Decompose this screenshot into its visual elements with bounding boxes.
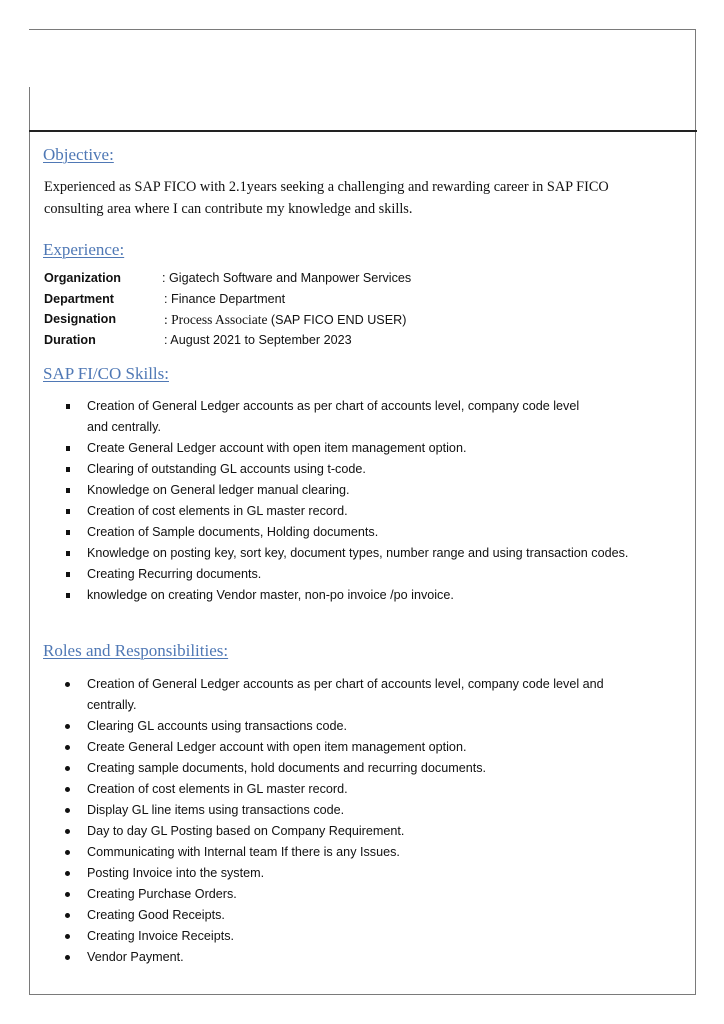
list-item: Vendor Payment.	[66, 947, 604, 968]
square-bullet-icon	[66, 488, 70, 493]
designation-role: (SAP FICO END USER)	[270, 313, 407, 327]
list-item: Communicating with Internal team If there is any Issues.	[66, 842, 604, 863]
experience-value	[164, 312, 406, 328]
skills-heading: SAP FI/CO Skills:	[43, 364, 169, 383]
list-item: Creating Good Receipts.	[66, 905, 604, 926]
list-item: knowledge on creating Vendor master, non-po invoice /po invoice.	[66, 585, 628, 606]
list-item: Knowledge on posting key, sort key, document types, number range and using transaction codes.	[66, 543, 628, 564]
square-bullet-icon	[66, 467, 70, 472]
list-item: Posting Invoice into the system.	[66, 863, 604, 884]
list-item: Knowledge on General ledger manual clearing.	[66, 480, 628, 501]
list-item: Clearing of outstanding GL accounts using t-code.	[66, 459, 628, 480]
list-item: Creation of Sample documents, Holding documents.	[66, 522, 628, 543]
list-item: Creating Purchase Orders.	[66, 884, 604, 905]
skills-list	[66, 396, 628, 606]
experience-label: Organization	[44, 271, 121, 285]
round-bullet-icon	[65, 934, 70, 939]
experience-label: Duration	[44, 332, 96, 347]
square-bullet-icon	[66, 572, 70, 577]
round-bullet-icon	[65, 787, 70, 792]
square-bullet-icon	[66, 404, 70, 409]
round-bullet-icon	[65, 808, 70, 813]
list-item: Create General Ledger account with open item management option.	[66, 438, 628, 459]
list-item: Creation of cost elements in GL master record.	[66, 501, 628, 522]
roles-list	[66, 674, 604, 968]
experience-value: : Gigatech Software and Manpower Services	[162, 271, 412, 285]
square-bullet-icon	[66, 509, 70, 514]
objective-line-1: Experienced as SAP FICO with 2.1years seeking a challenging and rewarding career in SAP FICO	[44, 179, 609, 195]
list-item: Creation of General Ledger accounts as per chart of accounts level, company code level and centrally.	[66, 674, 604, 716]
round-bullet-icon	[65, 724, 70, 729]
experience-label: Department	[44, 291, 114, 306]
roles-heading: Roles and Responsibilities:	[43, 641, 229, 660]
round-bullet-icon	[65, 892, 70, 897]
square-bullet-icon	[66, 530, 70, 535]
list-item: Clearing GL accounts using transactions code.	[66, 716, 604, 737]
objective-line-2: consulting area where I can contribute my knowledge and skills.	[44, 201, 413, 217]
round-bullet-icon	[65, 955, 70, 960]
round-bullet-icon	[65, 871, 70, 876]
experience-heading: Experience:	[43, 240, 125, 259]
experience-value: : Finance Department	[164, 291, 286, 306]
experience-value: : August 2021 to September 2023	[164, 332, 352, 347]
objective-heading: Objective:	[43, 145, 114, 164]
round-bullet-icon	[65, 913, 70, 918]
round-bullet-icon	[65, 829, 70, 834]
list-item: Creating sample documents, hold documents and recurring documents.	[66, 758, 604, 779]
list-item-continuation: and centrally.	[87, 420, 161, 434]
square-bullet-icon	[66, 593, 70, 598]
frame-right-border	[695, 29, 696, 995]
frame-bottom-border	[29, 994, 696, 995]
designation-title: : Process Associate	[164, 312, 271, 327]
list-item: Create General Ledger account with open item management option.	[66, 737, 604, 758]
frame-left-border	[29, 87, 30, 995]
list-item: Day to day GL Posting based on Company Requirement.	[66, 821, 604, 842]
round-bullet-icon	[65, 745, 70, 750]
list-item: Creation of cost elements in GL master record.	[66, 779, 604, 800]
square-bullet-icon	[66, 446, 70, 451]
experience-label: Designation	[44, 312, 117, 326]
round-bullet-icon	[65, 850, 70, 855]
list-item: Creating Recurring documents.	[66, 564, 628, 585]
square-bullet-icon	[66, 551, 70, 556]
header-divider-rule	[29, 130, 697, 132]
round-bullet-icon	[65, 766, 70, 771]
objective-text	[44, 176, 684, 220]
list-item: Display GL line items using transactions code.	[66, 800, 604, 821]
list-item: Creation of General Ledger accounts as per chart of accounts level, company code level and centrally.	[66, 396, 628, 438]
list-item-continuation: centrally.	[87, 698, 137, 712]
round-bullet-icon	[65, 682, 70, 687]
frame-top-border	[29, 29, 696, 30]
list-item: Creating Invoice Receipts.	[66, 926, 604, 947]
header-name-area	[70, 82, 260, 88]
